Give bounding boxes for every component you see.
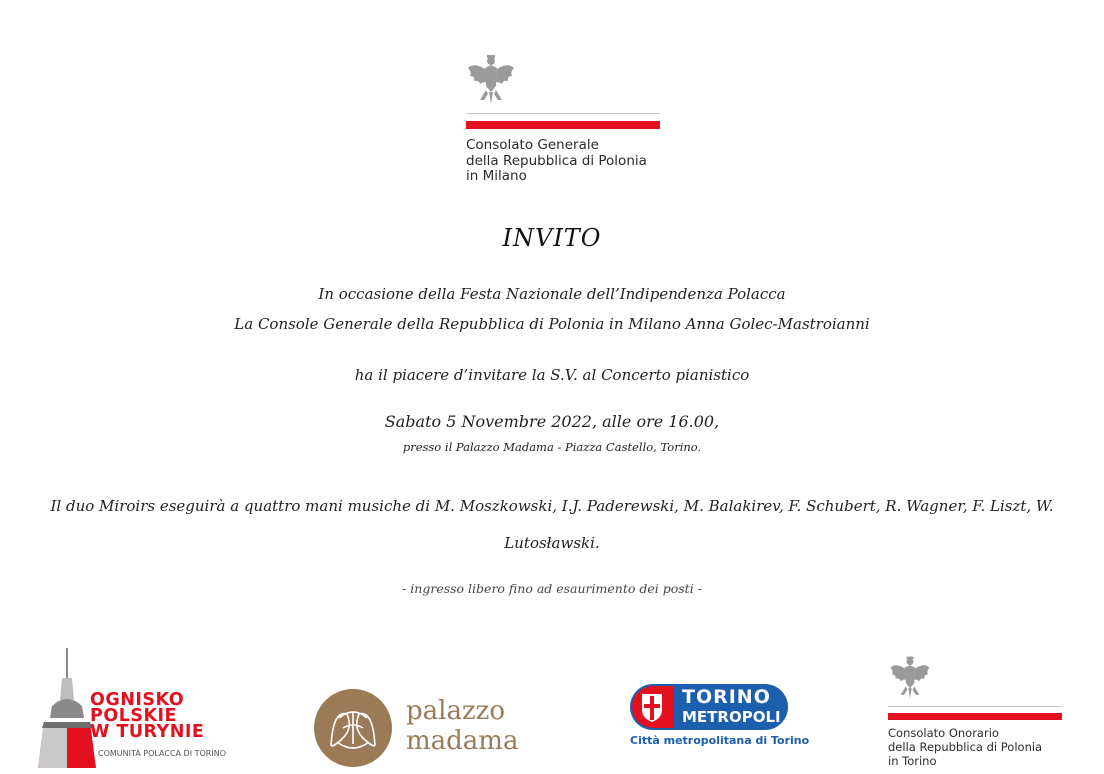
header-issuer <box>466 138 686 185</box>
polish-eagle-icon <box>888 654 932 700</box>
consolato-onorario-text <box>888 726 1042 768</box>
torino-line1: TORINO <box>682 686 771 708</box>
issuer-line: in Milano <box>466 168 527 184</box>
ognisko-name <box>90 692 204 740</box>
palazzo-wordmark <box>406 696 518 756</box>
consolato-line: Consolato Onorario <box>888 726 999 740</box>
consolato-line: della Repubblica di Polonia <box>888 740 1043 754</box>
consolato-red-bar <box>888 713 1062 720</box>
invitation-title: INVITO <box>502 224 602 252</box>
ognisko-line: POLSKIE <box>90 706 177 726</box>
header-divider <box>466 113 660 114</box>
torino-line2: METROPOLI <box>682 708 781 726</box>
host-line: La Console Generale della Repubblica di Polonia in Milano Anna Golec-Mastroianni <box>234 315 870 333</box>
invite-line: ha il piacere d’invitare la S.V. al Concerto pianistico <box>354 366 750 384</box>
issuer-line: della Repubblica di Polonia <box>466 152 647 169</box>
palazzo-line: palazzo <box>406 696 506 726</box>
ognisko-polskie-logo <box>32 648 226 768</box>
ognisko-line: W TURYNIE <box>90 722 205 742</box>
occasion-line: In occasione della Festa Nazionale dell’Indipendenza Polacca <box>318 285 786 303</box>
consulate-torino-logo <box>888 654 1088 772</box>
torino-subtitle: Città metropolitana di Torino <box>630 734 810 747</box>
consolato-line: in Torino <box>888 754 937 768</box>
cross-shield-icon <box>632 686 674 728</box>
palazzo-monogram-icon <box>313 688 393 768</box>
torino-shield <box>632 686 674 728</box>
consolato-divider <box>888 706 1062 707</box>
entry-note: - ingresso libero fino ad esaurimento dei posti - <box>402 581 702 596</box>
issuer-line: Consolato Generale <box>466 137 599 153</box>
torino-metropoli-logo <box>630 684 810 754</box>
date-line: Sabato 5 Novembre 2022, alle ore 16.00, <box>384 412 720 431</box>
header-red-bar <box>466 121 660 129</box>
ognisko-line: OGNISKO <box>90 690 185 710</box>
program-line: Il duo Miroirs eseguirà a quattro mani musiche di M. Moszkowski, I.J. Paderewski, M. Balakirev, F. Schubert, R. Wagner, F. Liszt, W. Lutosławski. <box>50 497 1054 552</box>
polish-eagle-icon <box>466 52 516 106</box>
venue-line: presso il Palazzo Madama - Piazza Castello, Torino. <box>402 440 702 454</box>
palazzo-line: madama <box>406 726 519 756</box>
ognisko-subtitle: COMUNITÀ POLACCA DI TORINO <box>98 749 226 758</box>
palazzo-madama-logo <box>313 688 543 770</box>
